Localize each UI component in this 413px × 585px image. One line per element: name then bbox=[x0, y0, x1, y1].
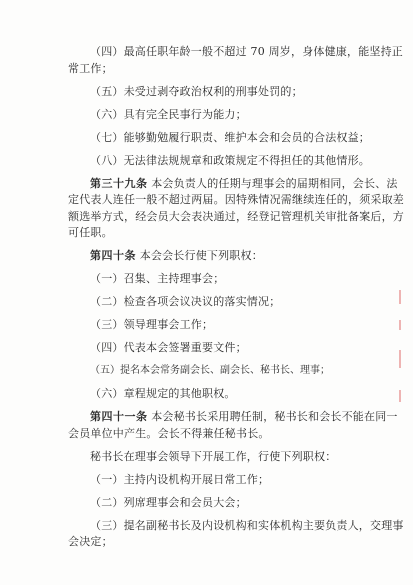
article-text: 本会会长行使下列职权： bbox=[139, 249, 263, 262]
list-item: （六）章程规定的其他职权。 bbox=[90, 387, 236, 400]
list-item: （四）代表本会签署重要文件； bbox=[90, 341, 247, 354]
article-number: 第四十一条 bbox=[90, 410, 148, 423]
article-text: 本会负责人的任期与理事会的届期相同，会长、法 bbox=[151, 176, 398, 190]
article-continuation: 定代表人连任一般不超过两届。因特殊情况需继续连任的，须采取差 bbox=[68, 193, 404, 206]
article-continuation: 可任职。 bbox=[68, 226, 113, 239]
list-item: （五）未受过剥夺政治权利的刑事处罚的； bbox=[90, 84, 303, 98]
article-number: 第三十九条 bbox=[90, 176, 148, 190]
list-item: （二）检查各项会议决议的落实情况； bbox=[90, 295, 281, 308]
article-paragraph bbox=[68, 176, 398, 193]
list-item: （七）能够勤勉履行职责、维护本会和会员的合法权益； bbox=[90, 130, 370, 144]
list-item: （六）具有完全民事行为能力； bbox=[90, 107, 247, 121]
list-item: （四）最高任职年龄一般不超过 70 周岁，身体健康，能坚持正 bbox=[90, 45, 403, 58]
list-item: （一）召集、主持理事会； bbox=[90, 272, 225, 285]
list-item-continuation: 常工作； bbox=[68, 61, 113, 75]
article-number: 第四十条 bbox=[90, 249, 136, 262]
list-item: （三）提名副秘书长及内设机构和实体机构主要负责人，交理事 bbox=[90, 518, 404, 532]
article-paragraph bbox=[68, 248, 368, 265]
list-item-continuation: 会决定； bbox=[68, 535, 113, 548]
article-text: 本会秘书长采用聘任制，秘书长和会长不能在同一 bbox=[151, 410, 398, 423]
list-item: （三）领导理事会工作； bbox=[90, 318, 214, 331]
red-margin-marks bbox=[397, 290, 403, 410]
article-continuation: 额选举方式，经会员大会表决通过，经登记管理机关审批备案后，方 bbox=[68, 209, 404, 223]
article-paragraph bbox=[68, 409, 398, 426]
document-body bbox=[68, 44, 404, 551]
list-item: （一）主持内设机构开展日常工作； bbox=[90, 472, 270, 486]
paragraph: 秘书长在理事会领导下开展工作，行使下列职权： bbox=[90, 449, 337, 463]
article-continuation: 会员单位中产生。会长不得兼任秘书长。 bbox=[68, 426, 270, 440]
list-item: （二）列席理事会和会员大会； bbox=[90, 495, 247, 509]
list-item: （八）无法律法规规章和政策规定不得担任的其他情形。 bbox=[90, 153, 370, 167]
list-item: （五）提名本会常务副会长、副会长、秘书长、理事； bbox=[90, 365, 330, 376]
